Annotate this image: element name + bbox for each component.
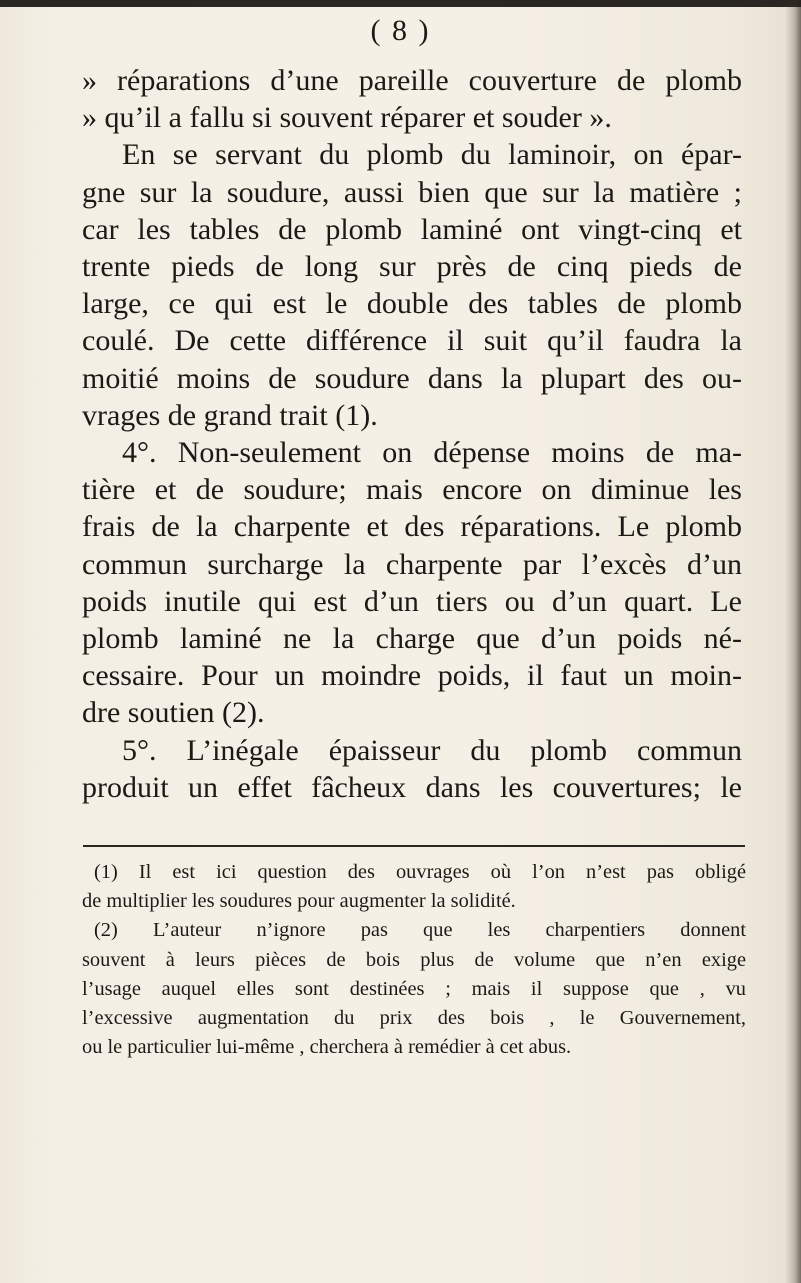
footnote-line: souvent à leurs pièces de bois plus de volume que n’en exige: [82, 948, 746, 971]
body-line: moitié moins de soudure dans la plupart des ou-: [82, 361, 742, 395]
footnote-line: l’excessive augmentation du prix des bois , le Gouvernement,: [82, 1007, 746, 1030]
footnote-divider: [83, 845, 745, 847]
body-line: poids inutile qui est d’un tiers ou d’un quart. Le: [82, 584, 742, 618]
footnote-line: ou le particulier lui-même , cherchera à remédier à cet abus.: [82, 1036, 572, 1059]
body-line: commun surcharge la charpente par l’excès d’un: [82, 547, 742, 581]
body-line: 4°. Non-seulement on dépense moins de ma-: [122, 436, 742, 470]
footnote-line: (1) Il est ici question des ouvrages où l’on n’est pas obligé: [94, 861, 746, 883]
body-line: » qu’il a fallu si souvent réparer et souder ».: [82, 101, 612, 135]
page-edge-shadow: [785, 0, 801, 1283]
body-line: plomb laminé ne la charge que d’un poids né-: [82, 622, 742, 656]
body-line: frais de la charpente et des réparations. Le plomb: [82, 510, 742, 544]
body-line: gne sur la soudure, aussi bien que sur la matière ;: [82, 175, 742, 209]
body-line: cessaire. Pour un moindre poids, il faut un moin-: [82, 659, 742, 693]
body-line: large, ce qui est le double des tables de plomb: [82, 287, 742, 321]
footnotes: [82, 858, 746, 1062]
top-border: [0, 0, 801, 7]
body-line: car les tables de plomb laminé ont vingt-cinq et: [82, 212, 742, 246]
body-line: coulé. De cette différence il suit qu’il faudra la: [82, 324, 742, 358]
body-line: » réparations d’une pareille couverture de plomb: [82, 64, 742, 97]
body-line: vrages de grand trait (1).: [82, 398, 378, 432]
body-line: dre soutien (2).: [82, 696, 265, 730]
body-line: tière et de soudure; mais encore on diminue les: [82, 473, 742, 507]
footnote-line: l’usage auquel elles sont destinées ; mais il suppose que , vu: [82, 977, 746, 1000]
page-number: ( 8 ): [370, 14, 431, 47]
footnote-line: de multiplier les soudures pour augmenter la solidité.: [82, 890, 516, 913]
body-text: [82, 62, 742, 806]
body-line: 5°. L’inégale épaisseur du plomb commun: [122, 733, 742, 767]
footnote-line: (2) L’auteur n’ignore pas que les charpentiers donnent: [94, 919, 746, 942]
body-line: En se servant du plomb du laminoir, on épar-: [122, 138, 742, 172]
body-line: trente pieds de long sur près de cinq pieds de: [82, 250, 742, 284]
body-line: produit un effet fâcheux dans les couvertures; le: [82, 770, 742, 804]
